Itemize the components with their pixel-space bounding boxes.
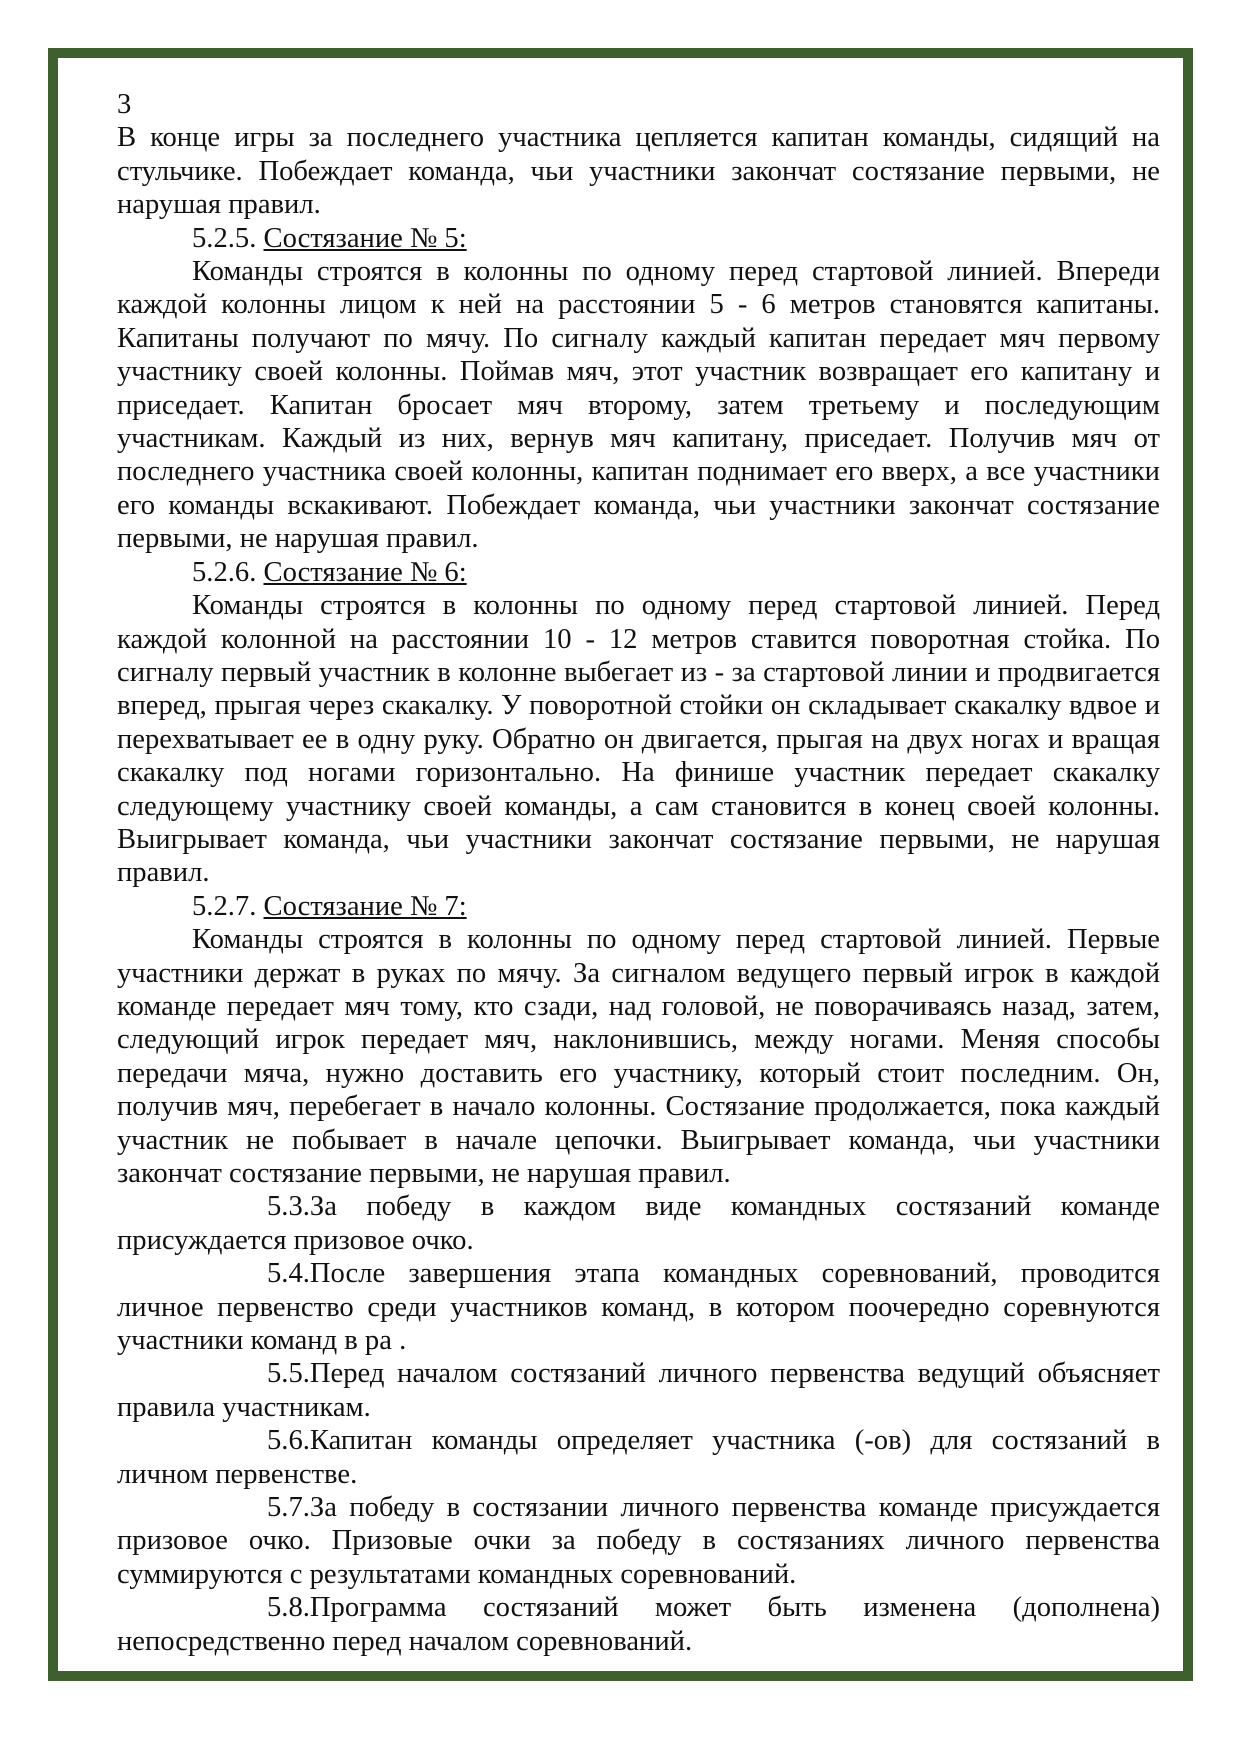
clause-text: После завершения этапа командных соревнований, проводится личное первенство среди участников команд, в котором поочередно соревнуются участники команд в ра . [117,1258,1160,1357]
clause-number: 5.4. [267,1258,310,1290]
section-heading-5-2-5 [117,222,1160,255]
document-body [117,88,1160,1658]
section-number: 5.2.5. [192,222,257,254]
paragraph-5-2-7: Команды строятся в колонны по одному перед стартовой линией. Первые участники держат в руках по мячу. За сигналом ведущего первый игрок в каждой команде передает мяч тому, кто сзади, над головой, не поворачиваясь назад, затем, следующий игрок передает мяч, наклонившись, между ногами. Меняя способы передачи мяча, нужно доставить его участнику, который стоит последним. Он, получив мяч, перебегает в начало колонны. Состязание продолжается, пока каждый участник не побывает в начале цепочки. Выигрывает команда, чьи участники закончат состязание первыми, не нарушая правил. [117,924,1160,1189]
section-heading-5-2-7 [117,890,1160,923]
paragraph-intro: В конце игры за последнего участника цепляется капитан команды, сидящий на стульчике. Побеждает команда, чьи участники закончат состязание первыми, не нарушая правил. [117,122,1160,221]
clause-number: 5.8. [267,1592,310,1624]
section-title: Состязание № 7: [263,890,467,922]
section-number: 5.2.6. [192,556,257,588]
clause-text: Капитан команды определяет участника (-ов) для состязаний в личном первенстве. [117,1425,1160,1490]
clause-number: 5.6. [267,1425,310,1457]
clause-number: 5.3. [267,1191,310,1223]
clause-text: За победу в каждом виде командных состязаний команде присуждается призовое очко. [117,1191,1160,1256]
clause-5-5 [117,1357,1160,1424]
clause-5-8 [117,1591,1160,1658]
clause-number: 5.5. [267,1358,310,1390]
clause-5-6 [117,1424,1160,1491]
page-number: 3 [117,89,132,120]
paragraph-5-2-6: Команды строятся в колонны по одному перед стартовой линией. Перед каждой колонной на расстоянии 10 - 12 метров ставится поворотная стойка. По сигналу первый участник в колонне выбегает из - за стартовой линии и продвигается вперед, прыгая через скакалку. У поворотной стойки он складывает скакалку вдвое и перехватывает ее в одну руку. Обратно он двигается, прыгая на двух ногах и вращая скакалку под ногами горизонтально. На финише участник передает скакалку следующему участнику своей команды, а сам становится в конец своей колонны. Выигрывает команда, чьи участники закончат состязание первыми, не нарушая правил. [117,590,1160,889]
clause-text: Программа состязаний может быть изменена (дополнена) непосредственно перед началом соревнований. [117,1592,1160,1657]
clause-5-4 [117,1257,1160,1357]
section-heading-5-2-6 [117,556,1160,589]
clause-5-3 [117,1190,1160,1257]
clause-text: Перед началом состязаний личного первенства ведущий объясняет правила участникам. [117,1358,1160,1423]
section-title: Состязание № 5: [263,222,467,254]
paragraph-5-2-5: Команды строятся в колонны по одному перед стартовой линией. Впереди каждой колонны лицом к ней на расстоянии 5 - 6 метров становятся капитаны. Капитаны получают по мячу. По сигналу каждый капитан передает мяч первому участнику своей колонны. Поймав мяч, этот участник возвращает его капитану и приседает. Капитан бросает мяч второму, затем третьему и последующим участникам. Каждый из них, вернув мяч капитану, приседает. Получив мяч от последнего участника своей колонны, капитан поднимает его вверх, а все участники его команды вскакивают. Побеждает команда, чьи участники закончат состязание первыми, не нарушая правил. [117,256,1160,555]
clause-number: 5.7. [267,1492,310,1524]
clause-5-7 [117,1491,1160,1591]
section-number: 5.2.7. [192,890,257,922]
clause-text: За победу в состязании личного первенства команде присуждается призовое очко. Призовые очки за победу в состязаниях личного первенства суммируются с результатами командных соревнований. [117,1492,1160,1590]
section-title: Состязание № 6: [263,556,467,588]
